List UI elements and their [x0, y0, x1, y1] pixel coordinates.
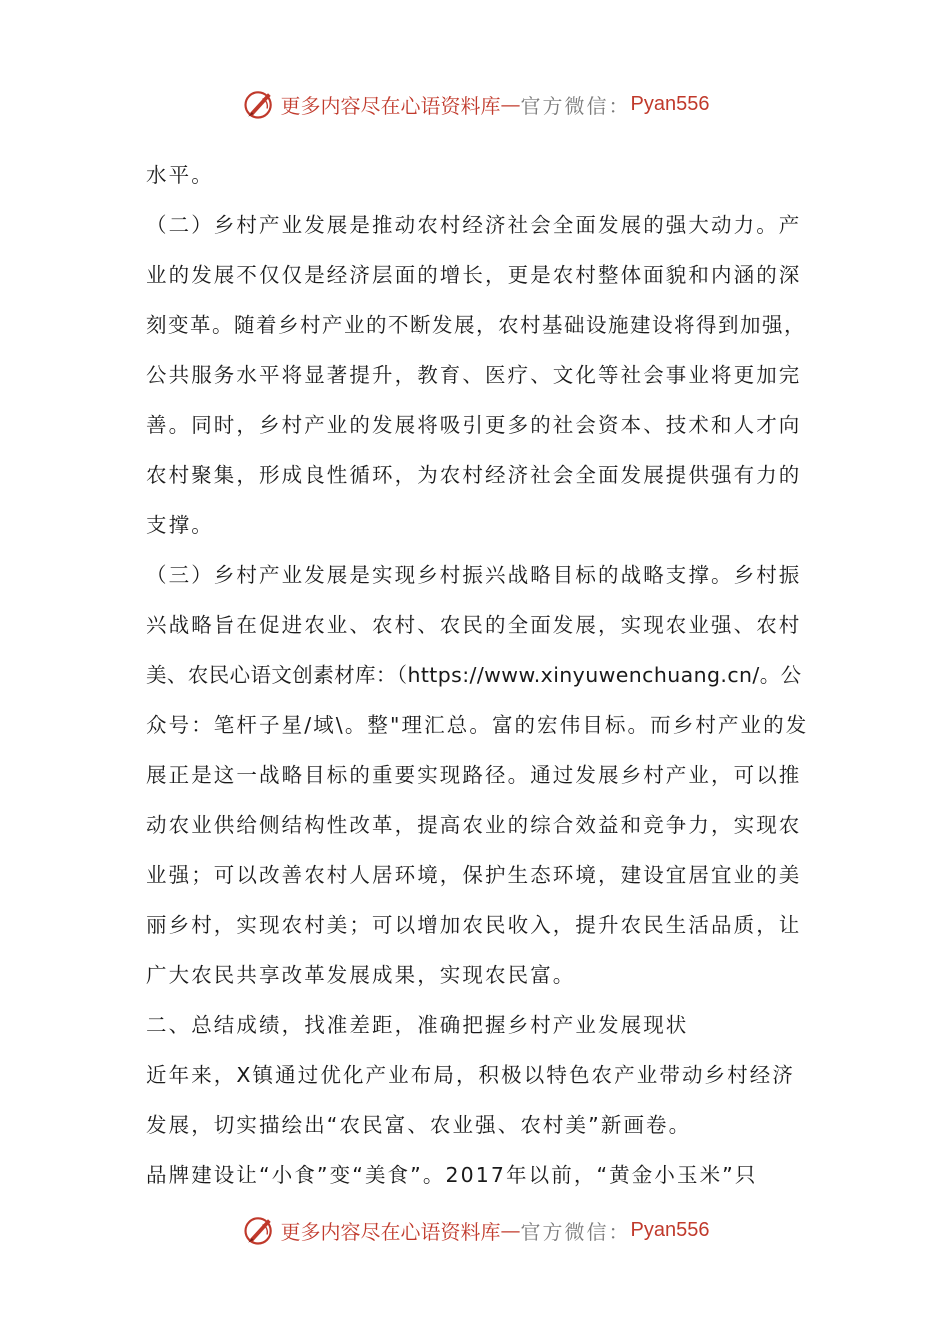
body-line: 众号：笔杆子星/域\。整"理汇总。富的宏伟目标。而乡村产业的发: [146, 713, 809, 737]
body-line: 刻变革。随着乡村产业的不断发展，农村基础设施建设将得到加强，: [146, 313, 806, 337]
body-line: （三）乡村产业发展是实现乡村振兴战略目标的战略支撑。乡村振: [146, 563, 802, 587]
body-line: 水平。: [146, 163, 214, 187]
body-line: 动农业供给侧结构性改革，提高农业的综合效益和竞争力，实现农: [146, 813, 802, 837]
wechat-id: Pyan556: [630, 92, 710, 115]
wechat-id: Pyan556: [630, 1218, 710, 1241]
body-line: 广大农民共享改革发展成果，实现农民富。: [146, 963, 576, 987]
body-line: 展正是这一战略目标的重要实现路径。通过发展乡村产业，可以推: [146, 763, 802, 787]
document-body: [146, 150, 809, 1200]
body-line: 近年来，X镇通过优化产业布局，积极以特色农产业带动乡村经济: [146, 1063, 795, 1087]
pen-quill-circle-icon: [241, 1212, 277, 1248]
body-line: 丽乡村，实现农村美；可以增加农民收入，提升农民生活品质，让: [146, 913, 802, 937]
body-line: 农村聚集，形成良性循环，为农村经济社会全面发展提供强有力的: [146, 463, 802, 487]
body-line: 业强；可以改善农村人居环境，保护生态环境，建设宜居宜业的美: [146, 863, 802, 887]
official-label: 官方微信：: [520, 93, 631, 118]
footer-banner: [0, 1210, 950, 1250]
pen-quill-circle-icon: [241, 86, 277, 122]
banner-dash: —: [500, 1218, 521, 1242]
body-line: 发展，切实描绘出“农民富、农业强、农村美”新画卷。: [146, 1113, 692, 1137]
body-line: 品牌建设让“小食”变“美食”。2017年以前，“黄金小玉米”只: [146, 1163, 758, 1187]
body-line-url: 美、农民心语文创素材库：（https://www.xinyuwenchuang.cn/。公: [146, 663, 802, 687]
section-heading: 二、总结成绩，找准差距，准确把握乡村产业发展现状: [146, 1013, 689, 1037]
body-line: 业的发展不仅仅是经济层面的增长，更是农村整体面貌和内涵的深: [146, 263, 802, 287]
body-line: 公共服务水平将显著提升，教育、医疗、文化等社会事业将更加完: [146, 363, 802, 387]
body-line: 支撑。: [146, 513, 214, 537]
promo-text: 更多内容尽在心语资料库: [280, 93, 501, 118]
body-line: 兴战略旨在促进农业、农村、农民的全面发展，实现农业强、农村: [146, 613, 802, 637]
body-line: （二）乡村产业发展是推动农村经济社会全面发展的强大动力。产: [146, 213, 802, 237]
header-banner: [0, 84, 950, 124]
promo-text: 更多内容尽在心语资料库: [280, 1219, 501, 1244]
official-label: 官方微信：: [520, 1219, 631, 1244]
body-line: 善。同时，乡村产业的发展将吸引更多的社会资本、技术和人才向: [146, 413, 802, 437]
banner-dash: —: [500, 92, 521, 116]
